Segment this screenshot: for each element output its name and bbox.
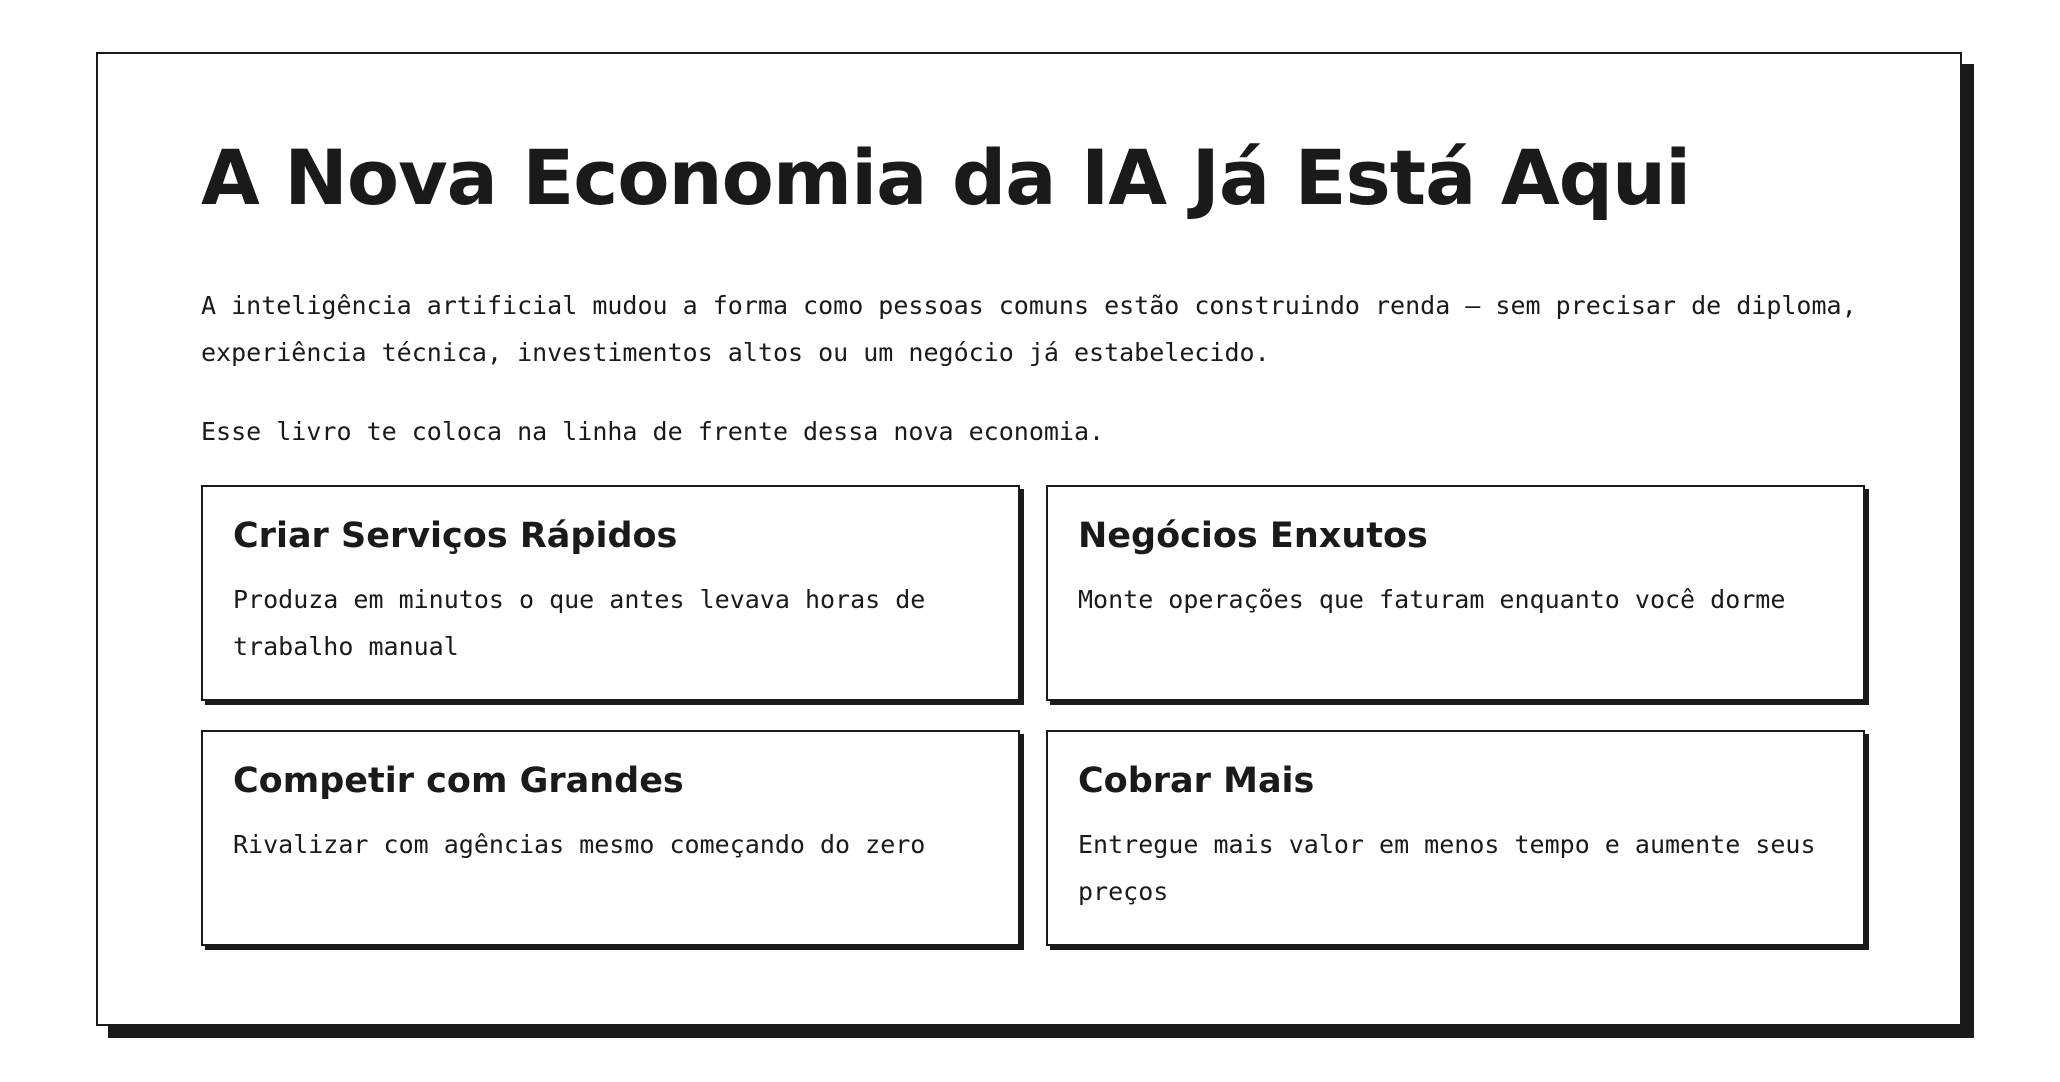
- benefit-card-text: Entregue mais valor em menos tempo e aumente seus preços: [1078, 830, 1816, 906]
- benefit-card: [201, 485, 1020, 701]
- benefit-card-title: Negócios Enxutos: [1078, 516, 1428, 556]
- benefit-card-text: Rivalizar com agências mesmo começando do zero: [233, 830, 926, 859]
- intro-tagline: Esse livro te coloca na linha de frente dessa nova economia.: [201, 417, 1105, 446]
- benefit-card-title: Criar Serviços Rápidos: [233, 516, 678, 556]
- intro-paragraph: A inteligência artificial mudou a forma como pessoas comuns estão construindo renda — sem precisar de diploma, experiência técnica, investimentos altos ou um negócio já estabelecido.: [201, 291, 1857, 367]
- benefit-card-title: Competir com Grandes: [233, 761, 684, 801]
- benefit-card-text: Produza em minutos o que antes levava horas de trabalho manual: [233, 585, 926, 661]
- page-title: A Nova Economia da IA Já Está Aqui: [201, 133, 1691, 222]
- benefit-card-title: Cobrar Mais: [1078, 761, 1315, 801]
- benefit-card: [201, 730, 1020, 946]
- benefit-card-text: Monte operações que faturam enquanto você dorme: [1078, 585, 1786, 614]
- benefit-card: [1046, 485, 1865, 701]
- benefit-card: [1046, 730, 1865, 946]
- hero-panel: [96, 52, 1962, 1026]
